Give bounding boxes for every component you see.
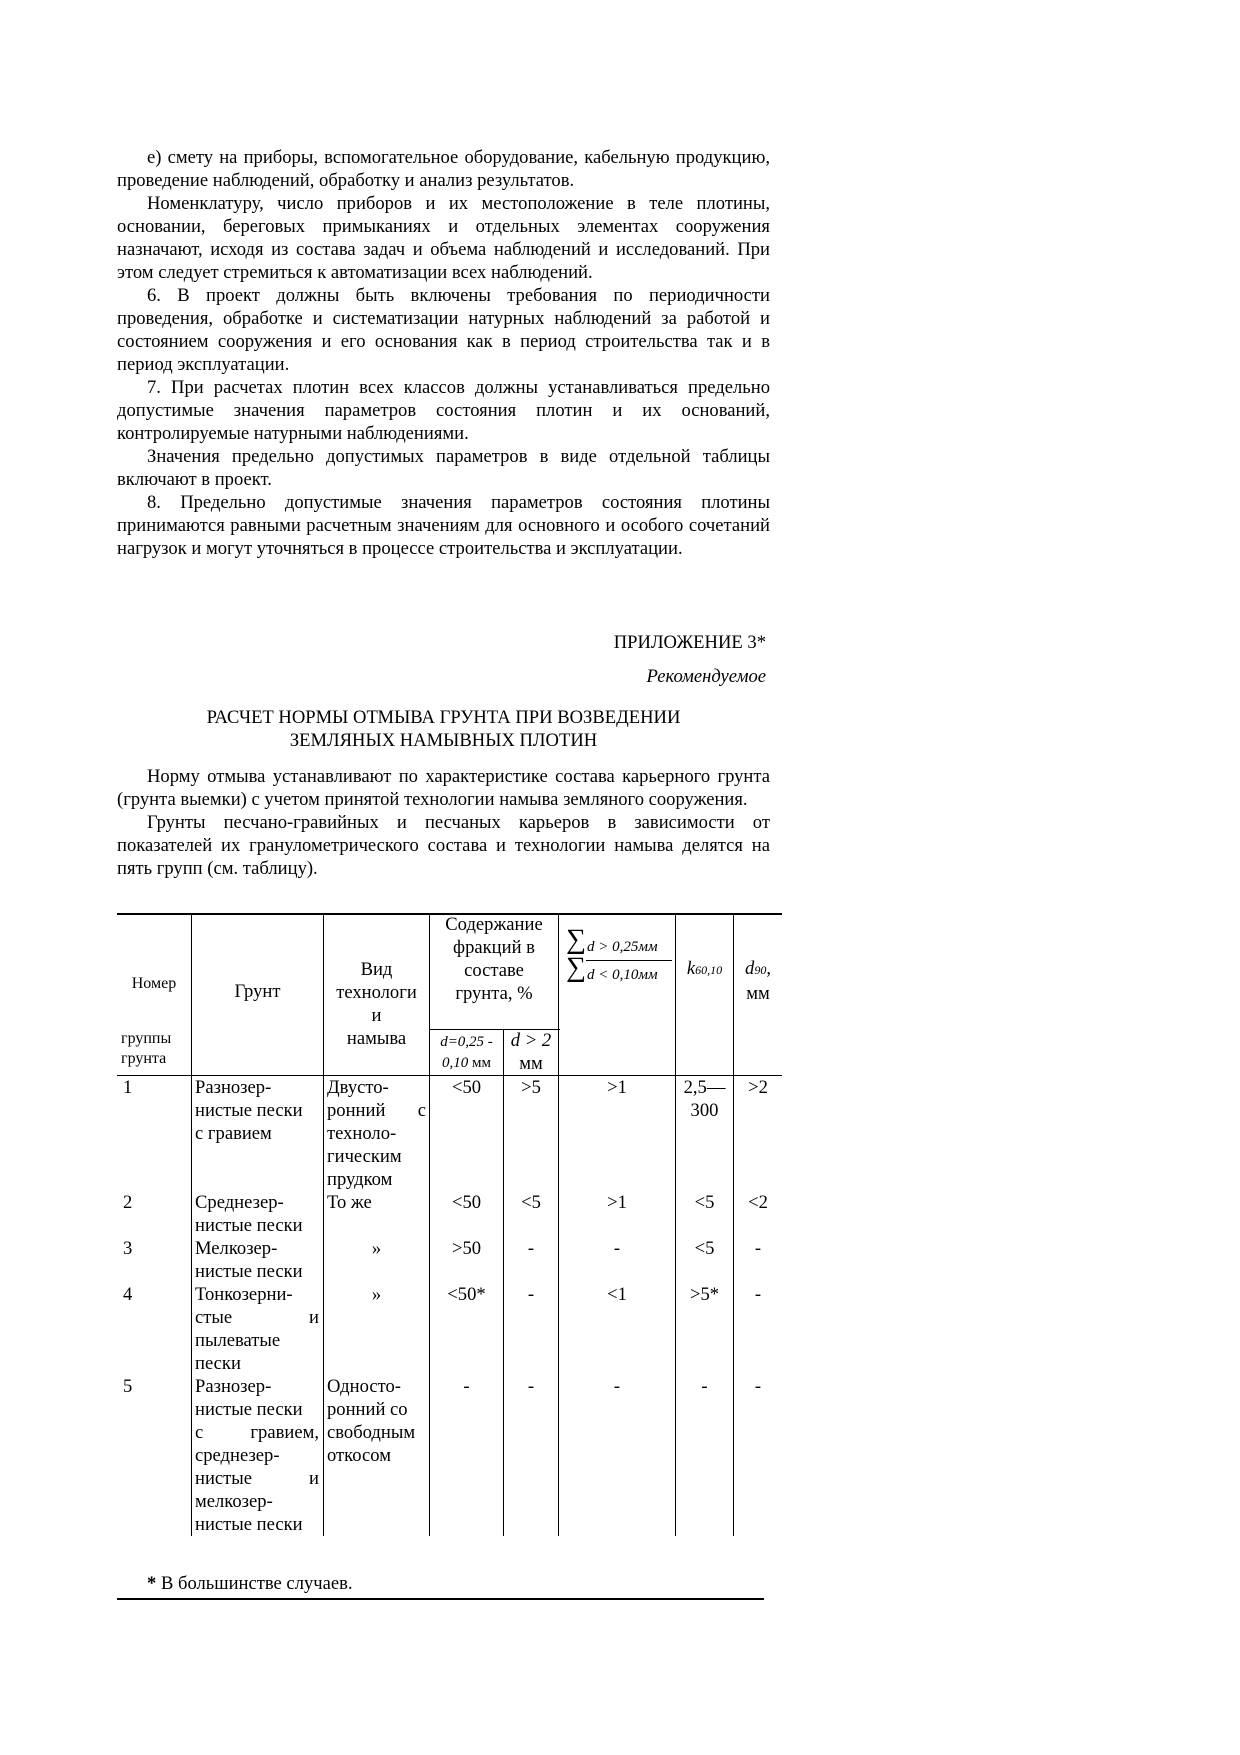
row-ratio: <1 (607, 1284, 627, 1305)
row-fraction-d2: <5 (521, 1192, 541, 1213)
row-ratio: - (613, 1376, 621, 1397)
paragraph: 8. Предельно допустимые значения параметров состояния плотины принимаются равными расчетным значениям для основного и особого сочетаний нагрузок и могут уточняться в процессе строительства и эксплуатации. (117, 492, 770, 559)
paragraph: Норму отмыва устанавливают по характеристике состава карьерного грунта (грунта выемки) с учетом принятой технологии намыва земляного сооружения. (117, 766, 770, 810)
cell-line: 2,5— (683, 1077, 726, 1098)
fraction-bar (586, 960, 672, 961)
k-symbol: k (686, 958, 696, 979)
header-line: технологи (336, 982, 417, 1003)
row-d90: >2 (748, 1077, 768, 1098)
ratio-denominator: d < 0,10мм (587, 967, 658, 983)
footnote-text: В большинстве случаев. (156, 1573, 353, 1594)
cell-line: пески (195, 1353, 241, 1374)
row-d90: <2 (748, 1192, 768, 1213)
appendix-title-line: РАСЧЕТ НОРМЫ ОТМЫВА ГРУНТА ПРИ ВОЗВЕДЕНИИ (206, 707, 681, 728)
row-fraction-d2: >5 (521, 1077, 541, 1098)
row-technology (327, 1076, 426, 1191)
row-fraction-d025: <50 (451, 1192, 482, 1213)
cell-line: нистые пески (195, 1100, 303, 1121)
cell-line: пылеватые (195, 1330, 281, 1351)
cell-line: техноло- (327, 1123, 397, 1144)
d90-comma: , (766, 958, 771, 979)
row-soil (195, 1237, 319, 1283)
row-ratio: >1 (607, 1077, 627, 1098)
row-ratio: - (613, 1238, 621, 1259)
header-line: Вид (360, 959, 393, 980)
table-footnote (147, 1572, 353, 1595)
cell-line: Двусто- (327, 1077, 389, 1098)
header-fraction-content (430, 913, 558, 1005)
header-group-number-sub: группы грунта (121, 1030, 172, 1067)
cell-line: стые и (195, 1307, 319, 1328)
cell-line: нистые и (195, 1468, 319, 1489)
row-number: 1 (123, 1077, 133, 1098)
cell-line: с гравием, (195, 1422, 319, 1443)
header-group-number: Номер (131, 975, 177, 992)
k-subscript: 60,10 (695, 963, 723, 977)
row-k-coefficient: <5 (694, 1238, 715, 1259)
table-bottom-rule (117, 1598, 764, 1600)
row-ratio: >1 (607, 1192, 627, 1213)
cell-line: ронний с (327, 1100, 426, 1121)
cell-line: Среднезер- (195, 1192, 284, 1213)
cell-line: Разнозер- (195, 1077, 272, 1098)
sigma-symbol: ∑ (566, 924, 586, 955)
cell-line: нистые пески (195, 1514, 303, 1535)
row-fraction-d2: - (527, 1284, 535, 1305)
paragraph: Значения предельно допустимых параметров в виде отдельной таблицы включают в проект. (117, 446, 770, 490)
paragraph: Номенклатуру, число приборов и их местоположение в теле плотины, основании, береговых примыканиях и отдельных элементах сооружения назначают, исходя из состава задач и объема наблюдений и исследований. При этом следует стремиться к автоматизации всех наблюдений. (117, 193, 770, 283)
header-line: составе (464, 960, 524, 981)
header-sub-label: d > 2 (510, 1030, 552, 1051)
cell-line: Тонкозерни- (195, 1284, 293, 1305)
sigma-symbol: ∑ (566, 952, 586, 983)
header-sub-label: d=0,25 - 0,10 (440, 1034, 493, 1071)
header-sub-unit: мм (468, 1055, 491, 1071)
column-divider (429, 913, 430, 1536)
row-soil (195, 1191, 319, 1237)
row-fraction-d025: <50 (451, 1077, 482, 1098)
cell-line: нистые пески (195, 1399, 303, 1420)
paragraph: е) смету на приборы, вспомогательное оборудование, кабельную продукцию, проведение наблюдений, обработку и анализ результатов. (117, 147, 770, 191)
header-k-coefficient (676, 957, 733, 982)
cell-line: прудком (327, 1169, 393, 1190)
header-line: и (371, 1005, 382, 1026)
paragraph: Грунты песчано-гравийных и песчаных карьеров в зависимости от показателей их гранулометрического состава и технологии намыва делятся на пять групп (см. таблицу). (117, 812, 770, 879)
row-technology: » (371, 1284, 382, 1305)
row-k-coefficient: >5* (689, 1284, 720, 1305)
row-fraction-d025: >50 (451, 1238, 482, 1259)
column-divider (558, 913, 559, 1536)
header-line: Содержание (445, 914, 543, 935)
header-line: намыва (346, 1028, 407, 1049)
row-k-coefficient: <5 (694, 1192, 715, 1213)
cell-line: нистые пески (195, 1215, 303, 1236)
cell-line: среднезер- (195, 1445, 280, 1466)
row-number: 3 (123, 1238, 133, 1259)
cell-line: ронний со (327, 1399, 408, 1420)
row-k-coefficient (676, 1076, 733, 1122)
cell-line: Односто- (327, 1376, 401, 1397)
row-soil (195, 1375, 319, 1536)
cell-line: с гравием (195, 1123, 272, 1144)
footnote-mark: * (147, 1573, 157, 1594)
row-number: 4 (123, 1284, 133, 1305)
d90-unit: мм (746, 983, 770, 1004)
cell-line: свободным (327, 1422, 416, 1443)
d90-subscript: 90 (754, 963, 767, 977)
row-k-coefficient: - (701, 1376, 708, 1397)
row-d90: - (754, 1284, 762, 1305)
row-soil (195, 1076, 319, 1145)
body-text (117, 146, 770, 560)
column-divider (675, 913, 676, 1536)
paragraph: 7. При расчетах плотин всех классов должны устанавливаться предельно допустимые значения параметров состояния плотин и их оснований, контролируемые натурными наблюдениями. (117, 377, 770, 444)
cell-line: мелкозер- (195, 1491, 273, 1512)
header-ratio-formula (566, 924, 674, 986)
appendix-label: ПРИЛОЖЕНИЕ 3* (613, 632, 766, 653)
row-technology: То же (327, 1192, 372, 1213)
row-fraction-d025: - (463, 1376, 470, 1397)
row-technology: » (371, 1238, 382, 1259)
paragraph: 6. В проект должны быть включены требования по периодичности проведения, обработке и систематизации натурных наблюдений за работой и состоянием сооружения и его основания как в период строительства так и в период эксплуатации. (117, 285, 770, 375)
row-d90: - (754, 1238, 762, 1259)
row-soil (195, 1283, 319, 1375)
header-line: фракций в (453, 937, 535, 958)
row-fraction-d2: - (527, 1376, 535, 1397)
cell-line: гическим (327, 1146, 402, 1167)
header-soil: Грунт (234, 981, 281, 1002)
row-fraction-d2: - (527, 1238, 535, 1259)
cell-line: откосом (327, 1445, 391, 1466)
appendix-status: Рекомендуемое (646, 666, 766, 687)
cell-line: нистые пески (195, 1261, 303, 1282)
cell-line: Мелкозер- (195, 1238, 278, 1259)
column-divider (191, 913, 192, 1536)
header-sub-unit: мм (519, 1053, 543, 1074)
header-line: грунта, % (455, 983, 533, 1004)
row-fraction-d025: <50* (447, 1284, 486, 1305)
d90-symbol: d (745, 958, 755, 979)
header-fraction-d025 (430, 1032, 503, 1074)
row-number: 2 (123, 1192, 133, 1213)
cell-line: Разнозер- (195, 1376, 272, 1397)
header-technology (324, 958, 429, 1050)
row-d90: - (754, 1376, 762, 1397)
column-divider (733, 913, 734, 1536)
appendix-title (117, 706, 770, 752)
header-d90 (734, 957, 782, 1005)
row-number: 5 (123, 1376, 133, 1397)
appendix-text (117, 765, 770, 880)
appendix-title-line: ЗЕМЛЯНЫХ НАМЫВНЫХ ПЛОТИН (289, 730, 598, 751)
cell-line: 300 (690, 1100, 719, 1121)
header-fraction-d2 (504, 1029, 558, 1075)
row-technology (327, 1375, 426, 1467)
ratio-numerator: d > 0,25мм (587, 939, 658, 955)
